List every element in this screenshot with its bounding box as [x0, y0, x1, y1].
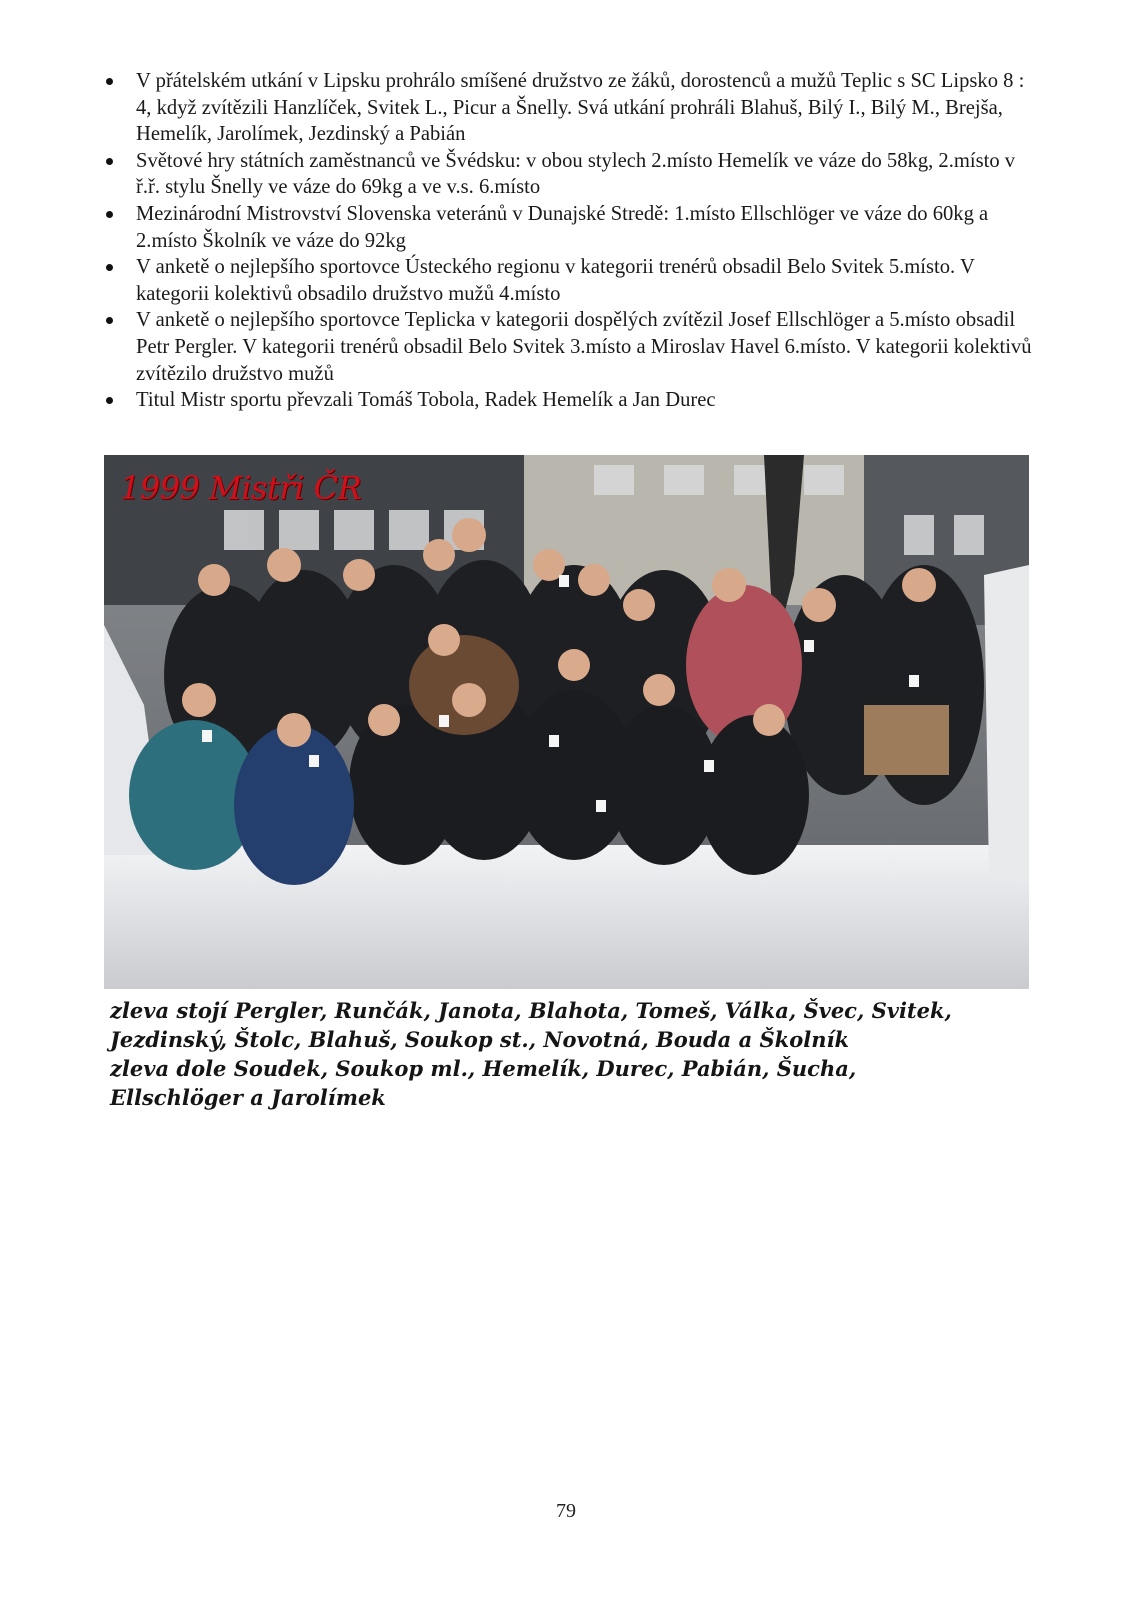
page-number: 79	[556, 1500, 576, 1522]
bullet-item: V přátelském utkání v Lipsku prohrálo smíšené družstvo ze žáků, dorostenců a mužů Teplic s SC Lipsko 8 : 4, když zvítězili Hanzlíček, Svitek L., Picur a Šnelly. Svá utkání prohráli Blahuš, Bilý I., Bilý M., Brejša, Hemelík, Jarolímek, Jezdinský a Pabián	[100, 68, 1040, 148]
bullet-item: V anketě o nejlepšího sportovce Teplicka v kategorii dospělých zvítězil Josef Ellschlöger a 5.místo obsadil Petr Pergler. V kategorii trenérů obsadil Belo Svitek 3.místo a Miroslav Havel 6.místo. V kategorii kolektivů zvítězilo družstvo mužů	[100, 307, 1040, 387]
bullet-list	[100, 68, 1040, 414]
caption-bottom: zleva dole Soudek, Soukop ml., Hemelík, Durec, Pabián, Šucha, Ellschlöger a Jarolímek	[110, 1056, 857, 1110]
team-photo	[104, 455, 1029, 989]
bullet-item: Mezinárodní Mistrovství Slovenska veteránů v Dunajské Stredě: 1.místo Ellschlöger ve váze do 60kg a 2.místo Školník ve váze do 92kg	[100, 201, 1040, 254]
bullet-dot-icon	[106, 211, 113, 218]
bullet-item: Titul Mistr sportu převzali Tomáš Tobola, Radek Hemelík a Jan Durec	[100, 387, 1040, 414]
bullet-item: V anketě o nejlepšího sportovce Ústeckého regionu v kategorii trenérů obsadil Belo Svitek 5.místo. V kategorii kolektivů obsadilo družstvo mužů 4.místo	[100, 254, 1040, 307]
team-photo-illustration	[104, 455, 1029, 989]
bullet-dot-icon	[106, 397, 113, 404]
bullet-dot-icon	[106, 158, 113, 165]
bullet-dot-icon	[106, 264, 113, 271]
bullet-dot-icon	[106, 317, 113, 324]
caption-standing: zleva stojí Pergler, Runčák, Janota, Blahota, Tomeš, Válka, Švec, Svitek, Jezdinský, Štolc, Blahuš, Soukop st., Novotná, Bouda a Školník	[110, 998, 952, 1052]
photo-caption	[110, 996, 990, 1112]
photo-title: 1999 Mistři ČR	[120, 469, 362, 507]
bullet-item: Světové hry státních zaměstnanců ve Švédsku: v obou stylech 2.místo Hemelík ve váze do 58kg, 2.místo v ř.ř. stylu Šnelly ve váze do 69kg a ve v.s. 6.místo	[100, 148, 1040, 201]
bullet-dot-icon	[106, 78, 113, 85]
